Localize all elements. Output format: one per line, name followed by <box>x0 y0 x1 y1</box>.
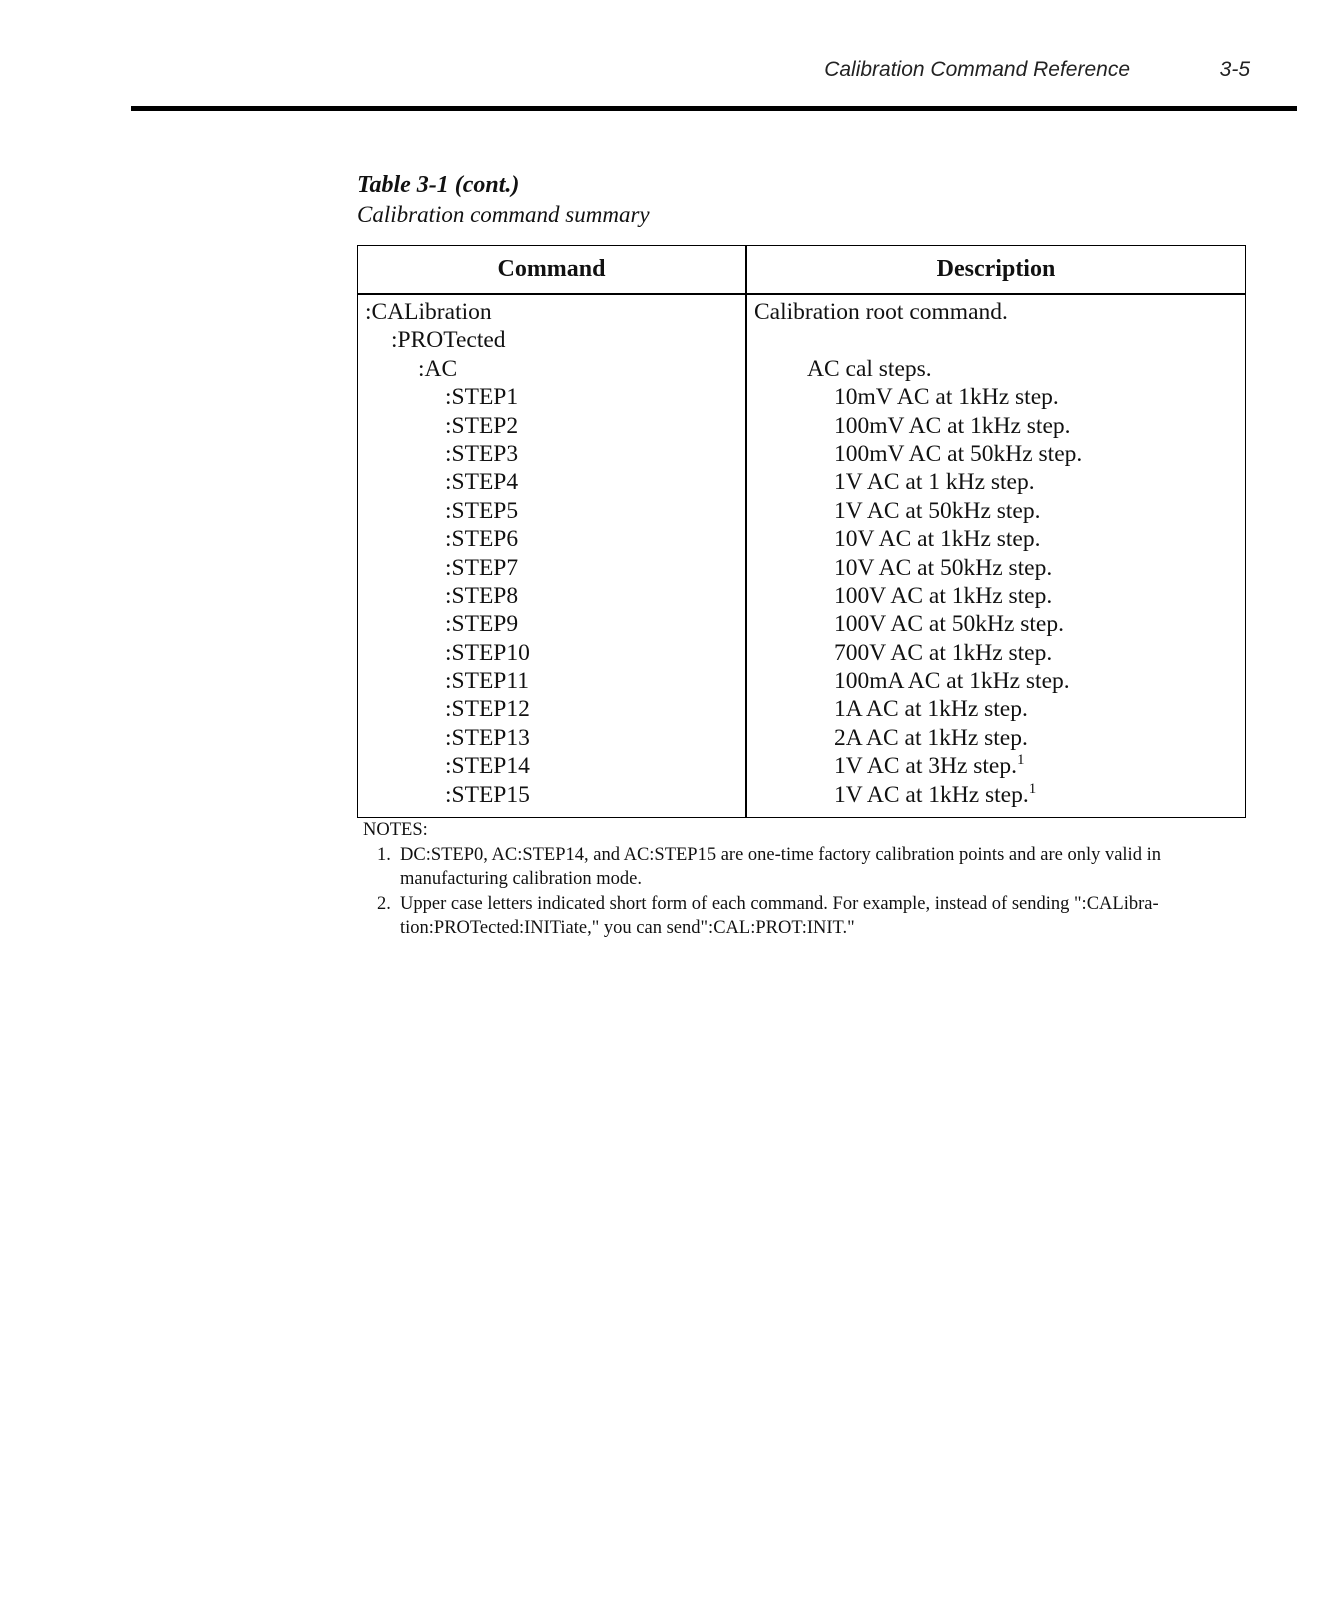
footnote-ref: 1 <box>1028 780 1037 797</box>
table-caption <box>357 170 650 230</box>
description-cell <box>754 554 1239 582</box>
description-text: 1A AC at 1kHz step. <box>834 696 1028 723</box>
note-item <box>363 892 1263 941</box>
running-head-title: Calibration Command Reference <box>824 58 1130 81</box>
description-cell <box>754 525 1239 553</box>
command-cell: :STEP8 <box>445 582 519 609</box>
description-text: 1V AC at 3Hz step. <box>834 753 1017 780</box>
command-column <box>365 298 740 809</box>
description-text: 10V AC at 1kHz step. <box>834 526 1041 553</box>
description-cell <box>754 724 1239 752</box>
description-text: 100mV AC at 1kHz step. <box>834 412 1071 439</box>
command-cell: :STEP5 <box>445 497 519 524</box>
description-text: 100V AC at 1kHz step. <box>834 582 1053 609</box>
header-divider <box>358 293 1245 295</box>
description-text: 700V AC at 1kHz step. <box>834 639 1053 666</box>
command-cell: :STEP7 <box>445 554 519 581</box>
note-number: 2. <box>377 893 391 914</box>
note-number: 1. <box>377 844 391 865</box>
command-cell: :STEP12 <box>445 696 530 723</box>
description-cell <box>754 497 1239 525</box>
description-cell <box>754 667 1239 695</box>
description-cell <box>754 610 1239 638</box>
description-text: 100mA AC at 1kHz step. <box>834 668 1070 695</box>
command-cell: :STEP6 <box>445 526 519 553</box>
description-cell <box>754 298 1239 326</box>
description-cell <box>754 639 1239 667</box>
command-cell: :AC <box>418 355 458 382</box>
command-cell: :STEP10 <box>445 639 530 666</box>
command-cell: :STEP15 <box>445 781 530 808</box>
note-text: DC:STEP0, AC:STEP14, and AC:STEP15 are one-time factory calibration points and are only valid in manufacturing calibration mode. <box>400 844 1161 889</box>
table-notes <box>363 818 1263 941</box>
note-text: Upper case letters indicated short form of each command. For example, instead of sending ":CALibra-tion:PROTected:INITiate," you can send":CAL:PROT:INIT." <box>400 893 1159 938</box>
command-table <box>357 245 1246 818</box>
table-label: Table 3-1 (cont.) <box>357 172 520 198</box>
description-cell <box>754 781 1239 809</box>
footnote-ref: 1 <box>1017 752 1025 769</box>
command-cell: :CALibration <box>365 299 492 325</box>
description-cell <box>754 752 1239 780</box>
description-cell <box>754 695 1239 723</box>
description-cell <box>754 440 1239 468</box>
command-cell: :STEP14 <box>445 753 530 780</box>
description-cell <box>754 355 1239 383</box>
description-text: 2A AC at 1kHz step. <box>834 724 1028 751</box>
note-item <box>363 843 1263 892</box>
description-text: 1V AC at 1kHz step. <box>834 781 1029 808</box>
description-text: 10mV AC at 1kHz step. <box>834 384 1059 411</box>
description-cell <box>754 582 1239 610</box>
description-text: 100V AC at 50kHz step. <box>834 611 1064 638</box>
description-text: 100mV AC at 50kHz step. <box>834 440 1083 467</box>
description-cell <box>754 326 1239 354</box>
column-header-description: Description <box>936 256 1056 282</box>
command-cell: :STEP4 <box>445 469 519 496</box>
command-cell: :STEP1 <box>445 384 519 411</box>
command-cell: :STEP13 <box>445 724 530 751</box>
command-cell: :STEP11 <box>445 668 530 695</box>
command-cell: :STEP9 <box>445 611 519 638</box>
table-subtitle: Calibration command summary <box>357 202 650 227</box>
description-cell <box>754 412 1239 440</box>
description-cell <box>754 383 1239 411</box>
description-text: 1V AC at 50kHz step. <box>834 497 1041 524</box>
command-cell: :STEP2 <box>445 412 519 439</box>
command-cell: :STEP3 <box>445 440 519 467</box>
command-cell: :PROTected <box>391 327 506 354</box>
description-text: 1V AC at 1 kHz step. <box>834 469 1035 496</box>
description-text: 10V AC at 50kHz step. <box>834 554 1053 581</box>
description-text: Calibration root command. <box>754 299 1008 325</box>
description-text: AC cal steps. <box>807 355 932 382</box>
notes-heading: NOTES: <box>363 820 428 840</box>
description-column <box>754 298 1239 809</box>
column-divider <box>745 246 747 817</box>
running-head <box>0 58 1250 90</box>
column-header-command: Command <box>497 256 606 282</box>
page-number: 3-5 <box>1219 58 1250 81</box>
header-rule <box>131 106 1297 111</box>
description-cell <box>754 468 1239 496</box>
